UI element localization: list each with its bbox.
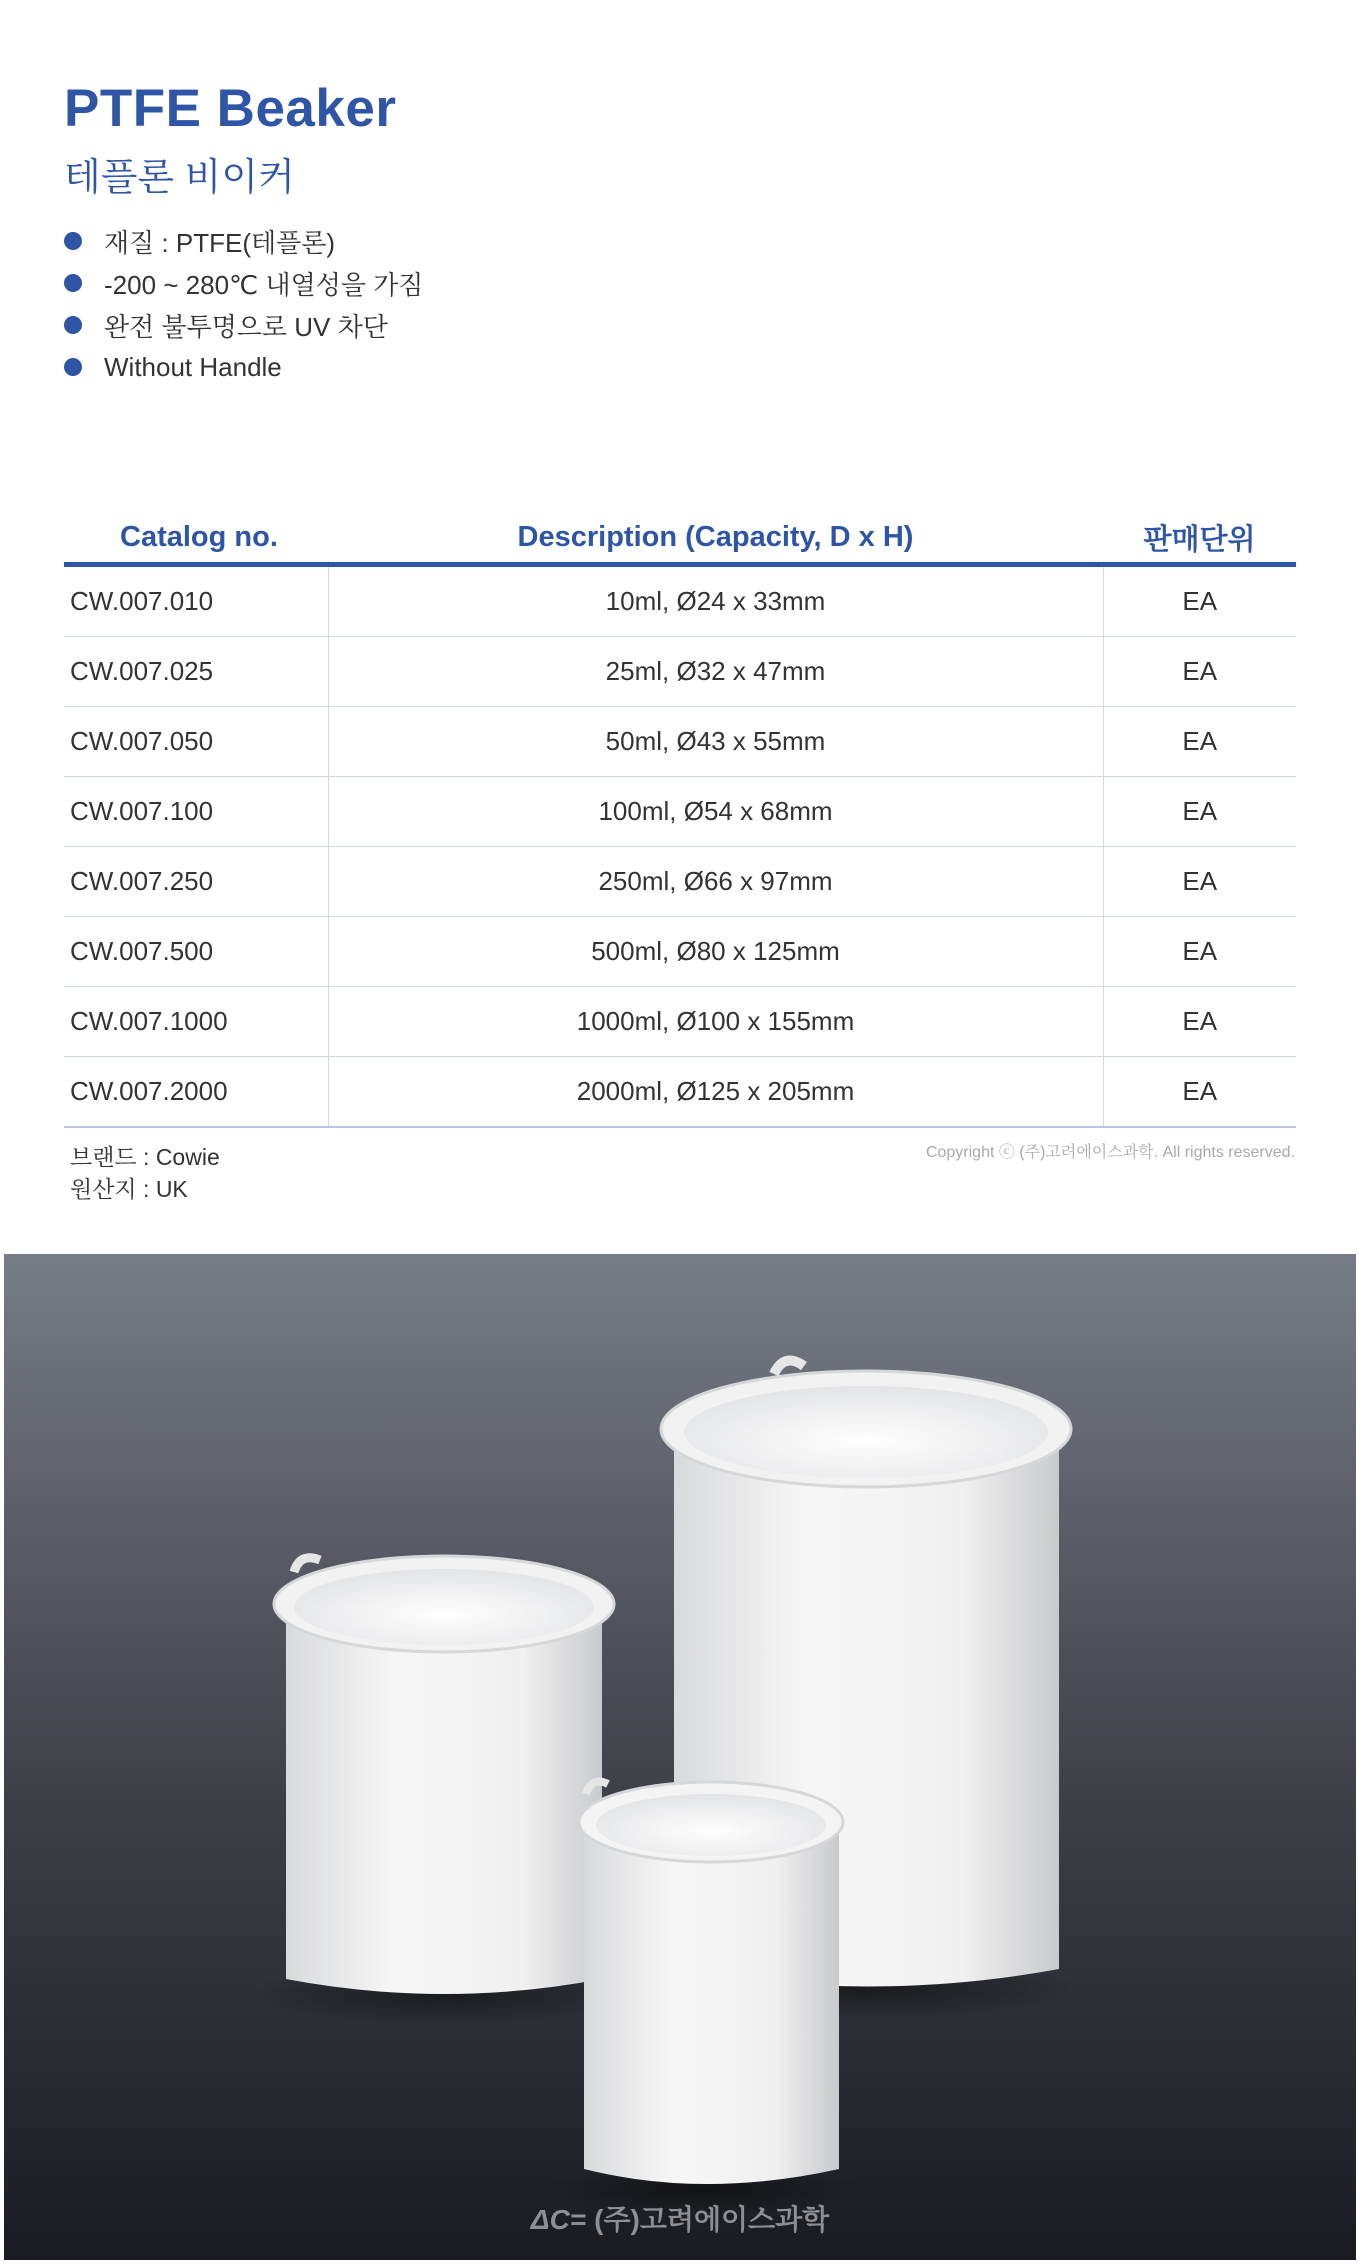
description-cell: 100ml, Ø54 x 68mm xyxy=(328,777,1103,847)
column-header-unit: 판매단위 xyxy=(1103,512,1296,565)
description-cell: 50ml, Ø43 x 55mm xyxy=(328,707,1103,777)
description-cell: 500ml, Ø80 x 125mm xyxy=(328,917,1103,987)
catalog-cell: CW.007.050 xyxy=(64,707,328,777)
medium-beaker xyxy=(274,1556,614,1994)
unit-cell: EA xyxy=(1103,917,1296,987)
company-logo-icon: ΔC= xyxy=(530,2204,587,2235)
feature-list xyxy=(64,220,423,388)
column-header-catalog: Catalog no. xyxy=(64,512,328,565)
feature-item xyxy=(64,262,423,304)
bullet-icon xyxy=(64,274,82,292)
description-cell: 250ml, Ø66 x 97mm xyxy=(328,847,1103,917)
feature-text: 완전 불투명으로 UV 차단 xyxy=(104,311,388,342)
unit-cell: EA xyxy=(1103,847,1296,917)
feature-text: -200 ~ 280℃ 내열성을 가짐 xyxy=(104,269,424,300)
column-header-description: Description (Capacity, D x H) xyxy=(328,512,1103,565)
table-row xyxy=(64,847,1296,917)
origin-text: 원산지 : UK xyxy=(70,1176,188,1202)
feature-item xyxy=(64,346,423,388)
catalog-cell: CW.007.025 xyxy=(64,637,328,707)
table-row xyxy=(64,987,1296,1057)
product-meta xyxy=(70,1141,220,1205)
catalog-cell: CW.007.1000 xyxy=(64,987,328,1057)
catalog-cell: CW.007.500 xyxy=(64,917,328,987)
product-subtitle: 테플론 비이커 xyxy=(64,157,295,199)
beaker-illustration xyxy=(4,1254,1356,2260)
catalog-cell: CW.007.250 xyxy=(64,847,328,917)
catalog-cell: CW.007.010 xyxy=(64,565,328,637)
unit-cell: EA xyxy=(1103,1057,1296,1128)
table-row xyxy=(64,565,1296,637)
copyright-text: Copyright ⓒ (주)고려에이스과학. All rights reserved. xyxy=(925,1144,1295,1161)
table-row xyxy=(64,917,1296,987)
unit-cell: EA xyxy=(1103,707,1296,777)
unit-cell: EA xyxy=(1103,637,1296,707)
product-photo xyxy=(4,1254,1356,2260)
bullet-icon xyxy=(64,316,82,334)
unit-cell: EA xyxy=(1103,565,1296,637)
table-header-row xyxy=(64,512,1296,565)
description-cell: 1000ml, Ø100 x 155mm xyxy=(328,987,1103,1057)
product-title: PTFE Beaker xyxy=(64,79,397,138)
bullet-icon xyxy=(64,358,82,376)
description-cell: 2000ml, Ø125 x 205mm xyxy=(328,1057,1103,1128)
feature-item xyxy=(64,220,423,262)
feature-text: Without Handle xyxy=(104,351,282,382)
photo-watermark xyxy=(4,2198,1356,2238)
small-beaker xyxy=(579,1782,843,2184)
description-cell: 10ml, Ø24 x 33mm xyxy=(328,565,1103,637)
table-row xyxy=(64,777,1296,847)
table-row xyxy=(64,707,1296,777)
table-row xyxy=(64,1057,1296,1128)
unit-cell: EA xyxy=(1103,777,1296,847)
table-row xyxy=(64,637,1296,707)
bullet-icon xyxy=(64,232,82,250)
spec-table xyxy=(64,512,1296,1128)
catalog-cell: CW.007.100 xyxy=(64,777,328,847)
feature-text: 재질 : PTFE(테플론) xyxy=(104,227,336,258)
description-cell: 25ml, Ø32 x 47mm xyxy=(328,637,1103,707)
unit-cell: EA xyxy=(1103,987,1296,1057)
company-name: (주)고려에이스과학 xyxy=(594,2204,830,2235)
feature-item xyxy=(64,304,423,346)
brand-text: 브랜드 : Cowie xyxy=(70,1144,220,1170)
catalog-cell: CW.007.2000 xyxy=(64,1057,328,1128)
